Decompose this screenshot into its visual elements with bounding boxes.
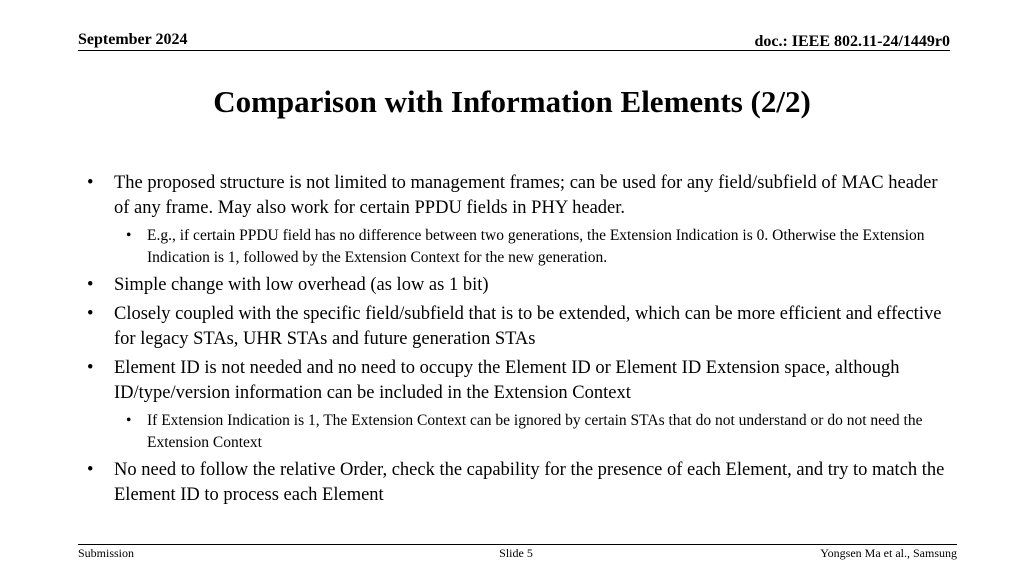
slide-body [84, 171, 954, 512]
bullet-item-5 [84, 458, 954, 508]
bullet-icon: • [126, 412, 132, 429]
bullet-text: If Extension Indication is 1, The Extension Context can be ignored by certain STAs that do not understand or do not need the Extension Context [147, 412, 923, 451]
bullet-icon: • [87, 173, 94, 193]
bullet-text: Simple change with low overhead (as low as 1 bit) [114, 275, 489, 295]
bullet-text: E.g., if certain PPDU field has no difference between two generations, the Extension Indication is 0. Otherwise the Extension Indication is 1, followed by the Extension Context for the new generation. [147, 227, 925, 266]
bullet-item-3 [84, 302, 954, 352]
bullet-icon: • [87, 358, 94, 378]
footer-divider [78, 544, 957, 545]
bullet-text: Element ID is not needed and no need to occupy the Element ID or Element ID Extension space, although ID/type/version information can be included in the Extension Context [114, 358, 900, 403]
bullet-text: The proposed structure is not limited to management frames; can be used for any field/subfield of MAC header of any frame. May also work for certain PPDU fields in PHY header. [114, 173, 938, 218]
header-doc-id: doc.: IEEE 802.11-24/1449r0 [754, 33, 950, 50]
header-divider [78, 50, 950, 51]
bullet-item-1 [84, 171, 954, 221]
bullet-item-4 [84, 356, 954, 406]
header-date: September 2024 [78, 31, 188, 48]
sub-bullet-item-1 [84, 225, 954, 269]
bullet-icon: • [126, 227, 132, 244]
bullet-text: Closely coupled with the specific field/subfield that is to be extended, which can be more efficient and effective for legacy STAs, UHR STAs and future generation STAs [114, 304, 942, 349]
slide-title: Comparison with Information Elements (2/2) [213, 84, 811, 119]
bullet-text: No need to follow the relative Order, check the capability for the presence of each Element, and try to match the Element ID to process each Element [114, 460, 945, 505]
bullet-item-2 [84, 273, 954, 298]
bullet-icon: • [87, 275, 94, 295]
footer-submission: Submission [78, 546, 135, 560]
bullet-icon: • [87, 460, 94, 480]
footer-authors: Yongsen Ma et al., Samsung [820, 546, 957, 560]
bullet-icon: • [87, 304, 94, 324]
sub-bullet-item-2 [84, 410, 954, 454]
footer-slide-number: Slide 5 [499, 546, 533, 560]
